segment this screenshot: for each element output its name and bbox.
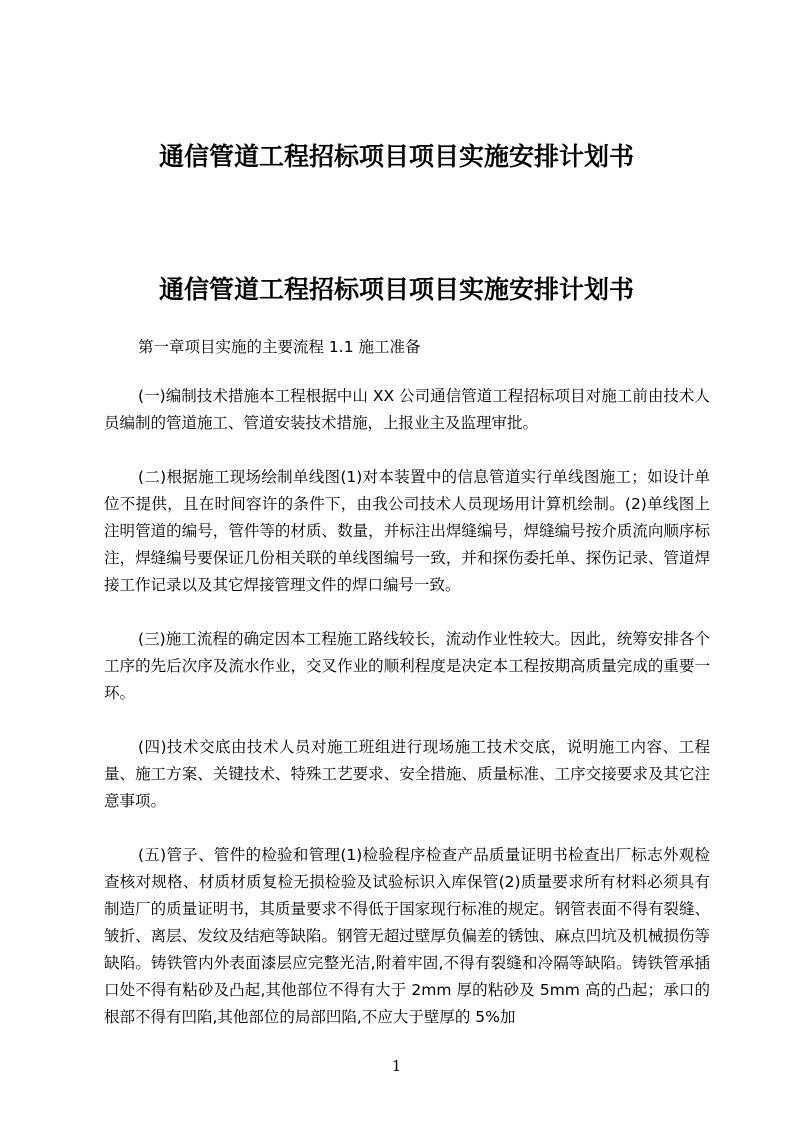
document-title-header: 通信管道工程招标项目项目实施安排计划书: [158, 142, 634, 171]
paragraph-single-line-drawing: (二)根据施工现场绘制单线图(1)对本装置中的信息管道实行单线图施工；如设计单位不提供，且在时间容许的条件下，由我公司技术人员现场用计算机绘制。(2)单线图上注明管道的编号，管件等的材质、数量，并标注出焊缝编号，焊缝编号按介质流向顺序标注，焊缝编号要保证几份相关联的单线图编号一致，并和探伤委托单、探伤记录、管道焊接工作记录以及其它焊接管理文件的焊口编号一致。: [104, 468, 710, 594]
document-title-main: 通信管道工程招标项目项目实施安排计划书: [158, 275, 634, 304]
paragraph-pipe-inspection: (五)管子、管件的检验和管理(1)检验程序检查产品质量证明书检查出厂标志外观检查核对规格、材质材质复检无损检验及试验标识入库保管(2)质量要求所有材料必须具有制造厂的质量证明书，其质量要求不得低于国家现行标准的规定。钢管表面不得有裂缝、皱折、离层、发纹及结疤等缺陷。钢管无超过壁厚负偏差的锈蚀、麻点凹坑及机械损伤等缺陷。铸铁管内外表面漆层应完整光洁,附着牢固,不得有裂缝和冷隔等缺陷。铸铁管承插口处不得有粘砂及凸起,其他部位不得有大于 2mm 厚的粘砂及 5mm 高的凸起；承口的根部不得有凹陷,其他部位的局部凹陷,不应大于壁厚的 5%加: [104, 846, 710, 1026]
paragraph-technical-briefing: (四)技术交底由技术人员对施工班组进行现场施工技术交底，说明施工内容、工程量、施工方案、关键技术、特殊工艺要求、安全措施、质量标准、工序交接要求及其它注意事项。: [104, 738, 710, 810]
chapter-heading: 第一章项目实施的主要流程 1.1 施工准备: [138, 338, 421, 356]
paragraph-construction-flow: (三)施工流程的确定因本工程施工路线较长，流动作业性较大。因此，统筹安排各个工序的先后次序及流水作业，交叉作业的顺利程度是决定本工程按期高质量完成的重要一环。: [104, 630, 710, 702]
paragraph-technical-measures: (一)编制技术措施本工程根据中山 XX 公司通信管道工程招标项目对施工前由技术人员编制的管道施工、管道安装技术措施，上报业主及监理审批。: [104, 387, 710, 432]
page-number: 1: [391, 1057, 402, 1075]
